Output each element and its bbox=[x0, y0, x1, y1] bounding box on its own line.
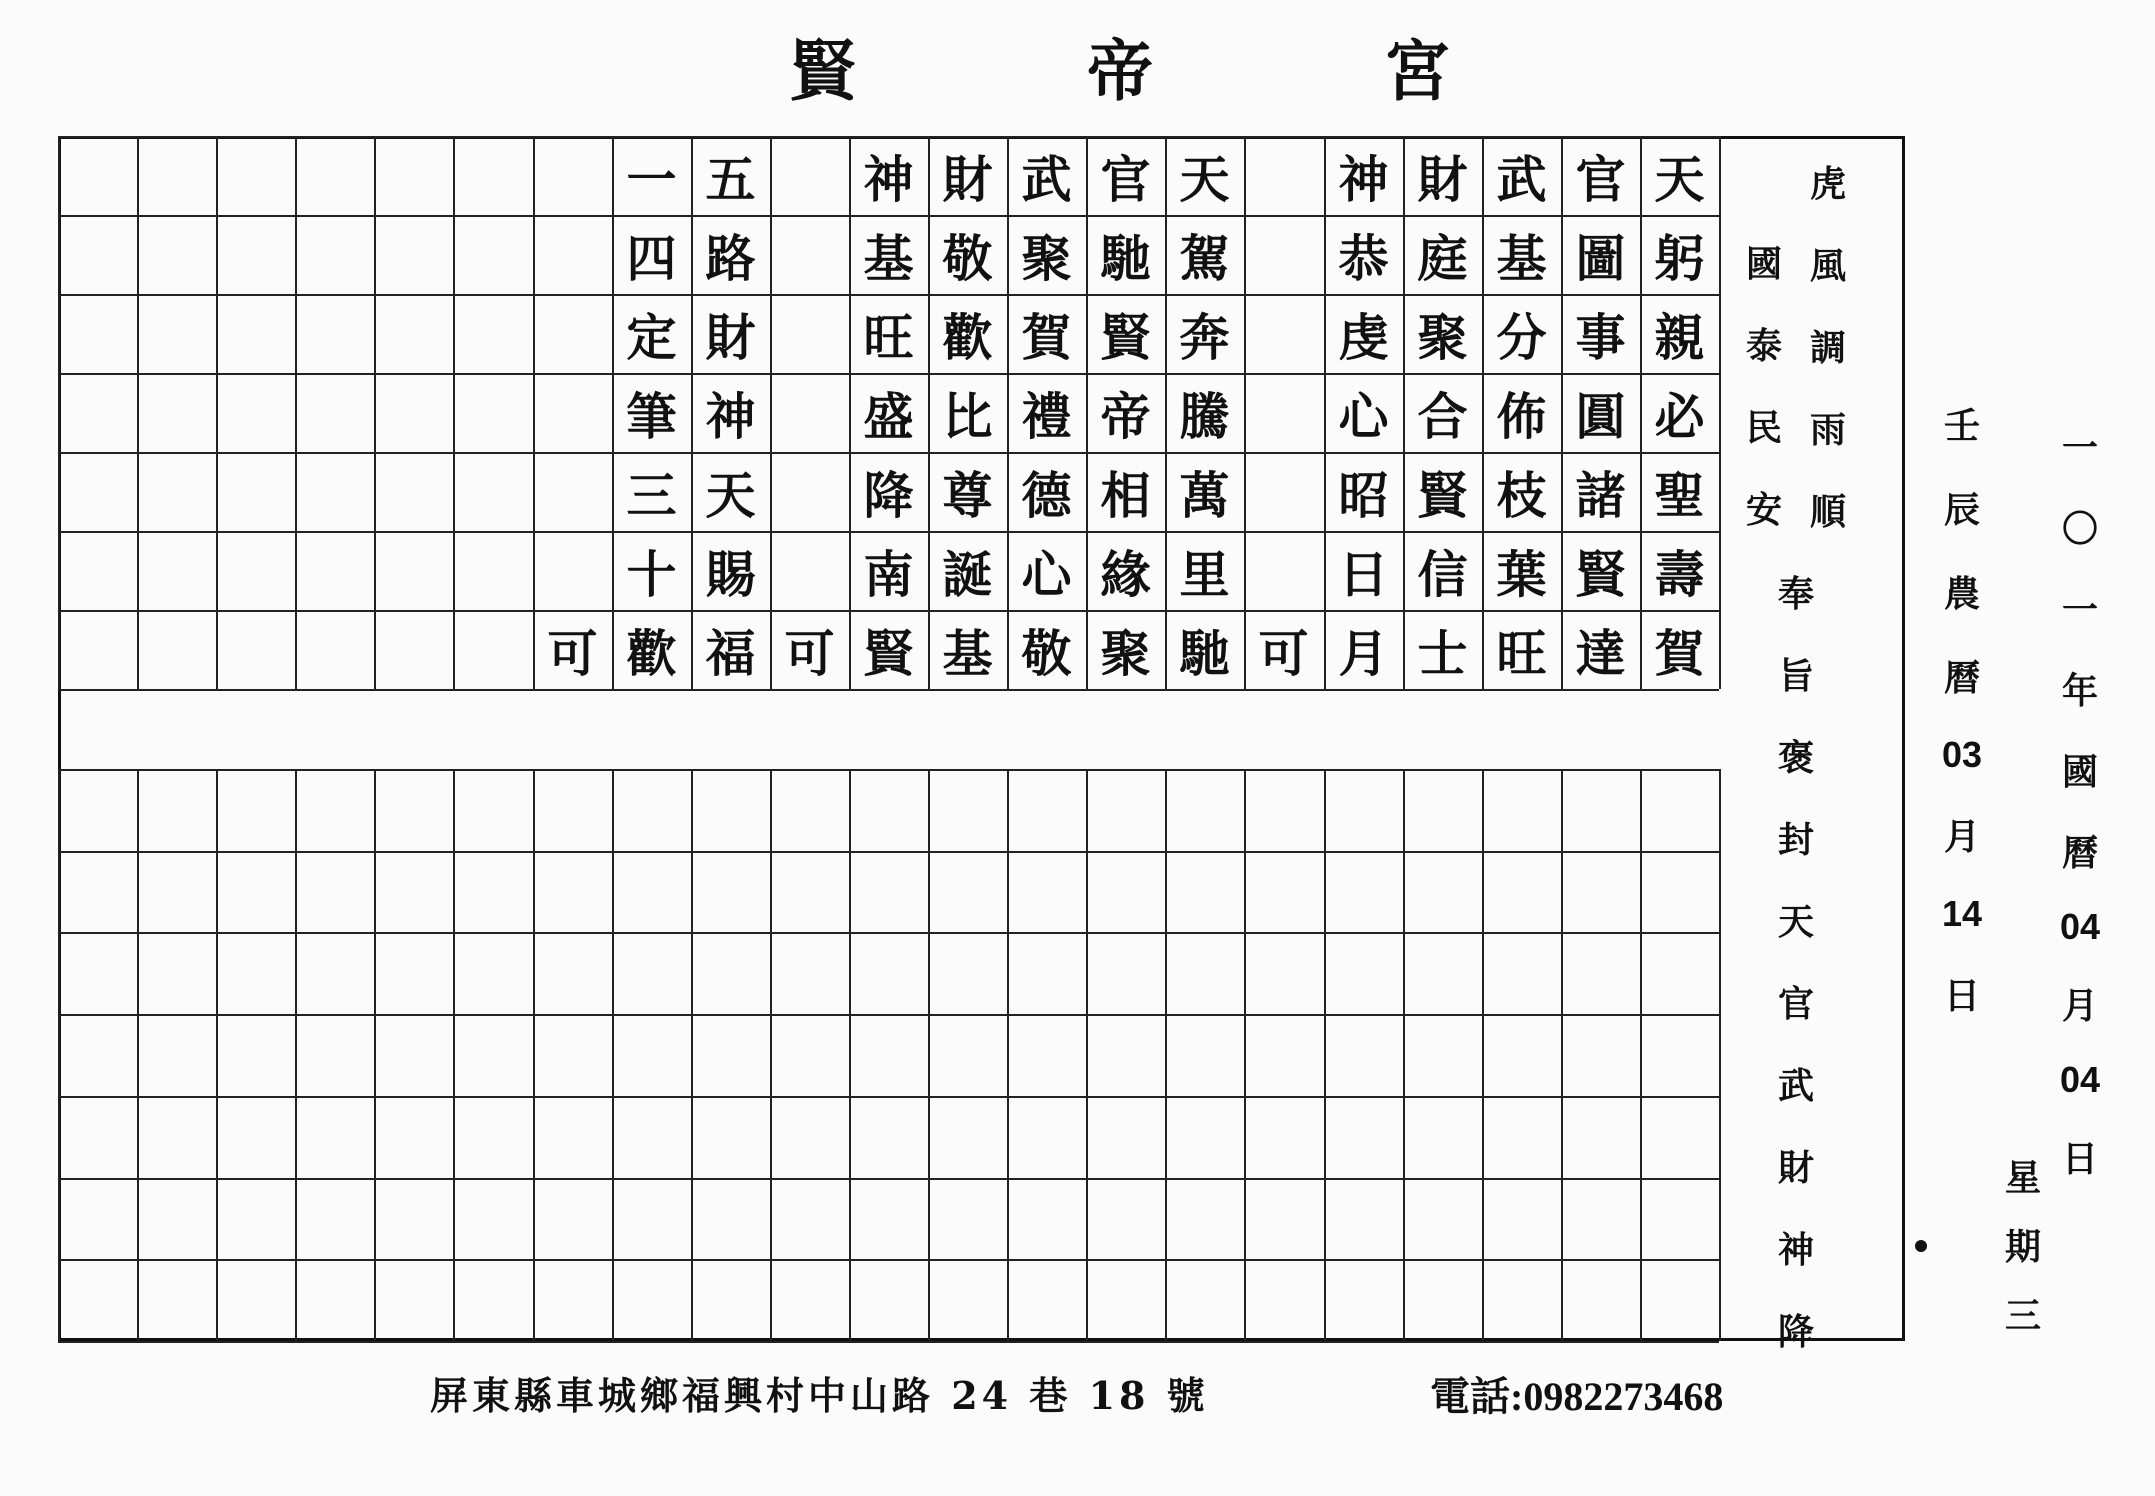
grid-character: 賢 bbox=[1417, 465, 1468, 525]
right-panel bbox=[1718, 136, 1905, 1353]
grid-character: 天 bbox=[705, 465, 756, 525]
grid-character: 月 bbox=[1338, 623, 1389, 683]
grid-character: 恭 bbox=[1338, 228, 1389, 288]
grid-character: 佈 bbox=[1496, 386, 1547, 446]
grid-character: 尊 bbox=[942, 465, 993, 525]
grid-character: 武 bbox=[1496, 149, 1547, 209]
grid-character: 賜 bbox=[705, 544, 756, 604]
date1-char: 年 bbox=[2062, 670, 2099, 712]
grid-character: 神 bbox=[705, 386, 756, 446]
decree-char: 神 bbox=[1778, 1229, 1815, 1271]
date2-char: 14 bbox=[1942, 893, 1983, 934]
grid-character: 日 bbox=[1338, 544, 1389, 604]
date1-char: 日 bbox=[2062, 1138, 2099, 1180]
motto2-char: 安 bbox=[1746, 489, 1783, 531]
date2-char: 農 bbox=[1944, 573, 1981, 615]
grid-character: 必 bbox=[1654, 386, 1705, 446]
grid-character: 諸 bbox=[1575, 465, 1626, 525]
grid-character: 達 bbox=[1575, 623, 1626, 683]
grid-character: 圖 bbox=[1575, 228, 1626, 288]
grid-character: 神 bbox=[863, 149, 914, 209]
date1-char: 一 bbox=[2062, 427, 2099, 469]
grid-character: 圓 bbox=[1575, 386, 1626, 446]
motto1-char: 雨 bbox=[1810, 409, 1847, 451]
grid-character: 福 bbox=[705, 623, 756, 683]
motto1-char: 順 bbox=[1810, 491, 1847, 533]
date1-char: 國 bbox=[2062, 751, 2099, 793]
grid-character: 誕 bbox=[942, 544, 993, 604]
grid-character: 財 bbox=[1417, 149, 1468, 209]
date2-char: 辰 bbox=[1944, 489, 1981, 531]
decree-char: 財 bbox=[1778, 1147, 1815, 1189]
decree-char: 褒 bbox=[1778, 737, 1815, 779]
grid-character: 定 bbox=[626, 307, 677, 367]
grid-character: 基 bbox=[942, 623, 993, 683]
grid-character: 聖 bbox=[1654, 465, 1705, 525]
grid-character: 昭 bbox=[1338, 465, 1389, 525]
motto-column-1 bbox=[1810, 156, 1846, 566]
grid-character: 一 bbox=[626, 149, 677, 209]
grid-character: 緣 bbox=[1100, 544, 1151, 604]
motto2-char: 民 bbox=[1746, 407, 1783, 449]
grid-character: 庭 bbox=[1417, 228, 1468, 288]
grid-character: 帝 bbox=[1100, 386, 1151, 446]
grid-character: 歡 bbox=[626, 623, 677, 683]
writing-grid bbox=[58, 136, 1719, 1341]
grid-character: 三 bbox=[626, 465, 677, 525]
date2-char: 日 bbox=[1944, 975, 1981, 1017]
grid-character: 敬 bbox=[1021, 623, 1072, 683]
motto1-char: 虎 bbox=[1810, 163, 1847, 205]
date1-char: 一 bbox=[2062, 589, 2099, 631]
lunar-date-column bbox=[1942, 398, 1982, 1052]
grid-character: 旺 bbox=[1496, 623, 1547, 683]
grid-character: 五 bbox=[705, 149, 756, 209]
grid-character: 基 bbox=[1496, 228, 1547, 288]
motto2-char: 泰 bbox=[1746, 325, 1783, 367]
weekday-column bbox=[2005, 1150, 2041, 1357]
grid-character: 天 bbox=[1179, 149, 1230, 209]
grid-character: 賢 bbox=[1575, 544, 1626, 604]
grid-character: 十 bbox=[626, 544, 677, 604]
grid-character: 歡 bbox=[942, 307, 993, 367]
title-char: 帝 bbox=[1087, 31, 1153, 110]
date1-char: 〇 bbox=[2062, 508, 2099, 550]
grid-character: 旺 bbox=[863, 307, 914, 367]
grid-character: 賢 bbox=[1100, 307, 1151, 367]
grid-character: 官 bbox=[1575, 149, 1626, 209]
grid-character: 萬 bbox=[1179, 465, 1230, 525]
date1-char: 04 bbox=[2060, 1059, 2101, 1100]
grid-character: 禮 bbox=[1021, 386, 1072, 446]
grid-character: 降 bbox=[863, 465, 914, 525]
grid-character: 事 bbox=[1575, 307, 1626, 367]
decree-char: 封 bbox=[1778, 819, 1815, 861]
date1-char: 04 bbox=[2060, 906, 2101, 947]
grid-character: 馳 bbox=[1100, 228, 1151, 288]
motto2-char: 國 bbox=[1746, 243, 1783, 285]
grid-character: 路 bbox=[705, 228, 756, 288]
grid-character: 德 bbox=[1021, 465, 1072, 525]
title-char: 宮 bbox=[1384, 31, 1450, 110]
grid-character: 駕 bbox=[1179, 228, 1230, 288]
grid-character: 賀 bbox=[1654, 623, 1705, 683]
motto1-char: 風 bbox=[1810, 245, 1847, 287]
grid-character: 官 bbox=[1100, 149, 1151, 209]
grid-character: 神 bbox=[1338, 149, 1389, 209]
grid-character: 可 bbox=[1258, 623, 1309, 683]
decree-char: 旨 bbox=[1778, 655, 1815, 697]
weekday-char: 星 bbox=[2005, 1157, 2042, 1199]
decree-char: 武 bbox=[1778, 1065, 1815, 1107]
grid-character: 賀 bbox=[1021, 307, 1072, 367]
decree-char: 天 bbox=[1778, 901, 1815, 943]
grid-character: 聚 bbox=[1417, 307, 1468, 367]
grid-character: 相 bbox=[1100, 465, 1151, 525]
decree-char: 奉 bbox=[1778, 573, 1815, 615]
grid-character: 武 bbox=[1021, 149, 1072, 209]
date1-char: 曆 bbox=[2062, 832, 2099, 874]
grid-character: 里 bbox=[1179, 544, 1230, 604]
grid-character: 比 bbox=[942, 386, 993, 446]
grid-character: 心 bbox=[1021, 544, 1072, 604]
footer-phone: 電話:0982273468 bbox=[1430, 1374, 1724, 1419]
grid-character: 葉 bbox=[1496, 544, 1547, 604]
date2-char: 壬 bbox=[1944, 405, 1981, 447]
grid-character: 盛 bbox=[863, 386, 914, 446]
grid-character: 士 bbox=[1417, 623, 1468, 683]
grid-character: 賢 bbox=[863, 623, 914, 683]
motto-column-2 bbox=[1746, 236, 1782, 564]
title-char: 賢 bbox=[790, 31, 856, 110]
grid-character: 敬 bbox=[942, 228, 993, 288]
bullet-dot bbox=[1915, 1240, 1927, 1252]
grid-character: 合 bbox=[1417, 386, 1468, 446]
date1-char: 月 bbox=[2062, 985, 2099, 1027]
grid-character: 四 bbox=[626, 228, 677, 288]
grid-character: 聚 bbox=[1021, 228, 1072, 288]
weekday-char: 期 bbox=[2005, 1226, 2042, 1268]
grid-character: 信 bbox=[1417, 544, 1468, 604]
grid-character: 心 bbox=[1338, 386, 1389, 446]
weekday-char: 三 bbox=[2005, 1295, 2042, 1337]
motto1-char: 調 bbox=[1810, 327, 1847, 369]
grid-character: 財 bbox=[705, 307, 756, 367]
grid-character: 虔 bbox=[1338, 307, 1389, 367]
grid-character: 天 bbox=[1654, 149, 1705, 209]
gregorian-date-column bbox=[2060, 420, 2100, 1212]
date2-char: 03 bbox=[1942, 734, 1983, 775]
grid-character: 聚 bbox=[1100, 623, 1151, 683]
page-title bbox=[790, 20, 1450, 110]
date2-char: 曆 bbox=[1944, 657, 1981, 699]
grid-character: 親 bbox=[1654, 307, 1705, 367]
grid-character: 分 bbox=[1496, 307, 1547, 367]
grid-character: 奔 bbox=[1179, 307, 1230, 367]
grid-character: 可 bbox=[784, 623, 835, 683]
grid-character: 馳 bbox=[1179, 623, 1230, 683]
footer-address: 屏東縣車城鄉福興村中山路 24 巷 18 號 bbox=[430, 1373, 1209, 1418]
grid-character: 可 bbox=[547, 623, 598, 683]
grid-character: 財 bbox=[942, 149, 993, 209]
grid-character: 筆 bbox=[626, 386, 677, 446]
date2-char: 月 bbox=[1944, 816, 1981, 858]
decree-char: 降 bbox=[1778, 1311, 1815, 1353]
grid-character: 壽 bbox=[1654, 544, 1705, 604]
grid-character: 躬 bbox=[1654, 228, 1705, 288]
grid-character: 枝 bbox=[1496, 465, 1547, 525]
grid-character: 騰 bbox=[1179, 386, 1230, 446]
grid-character: 基 bbox=[863, 228, 914, 288]
grid-character: 南 bbox=[863, 544, 914, 604]
decree-char: 官 bbox=[1778, 983, 1815, 1025]
decree-column bbox=[1778, 566, 1814, 1386]
